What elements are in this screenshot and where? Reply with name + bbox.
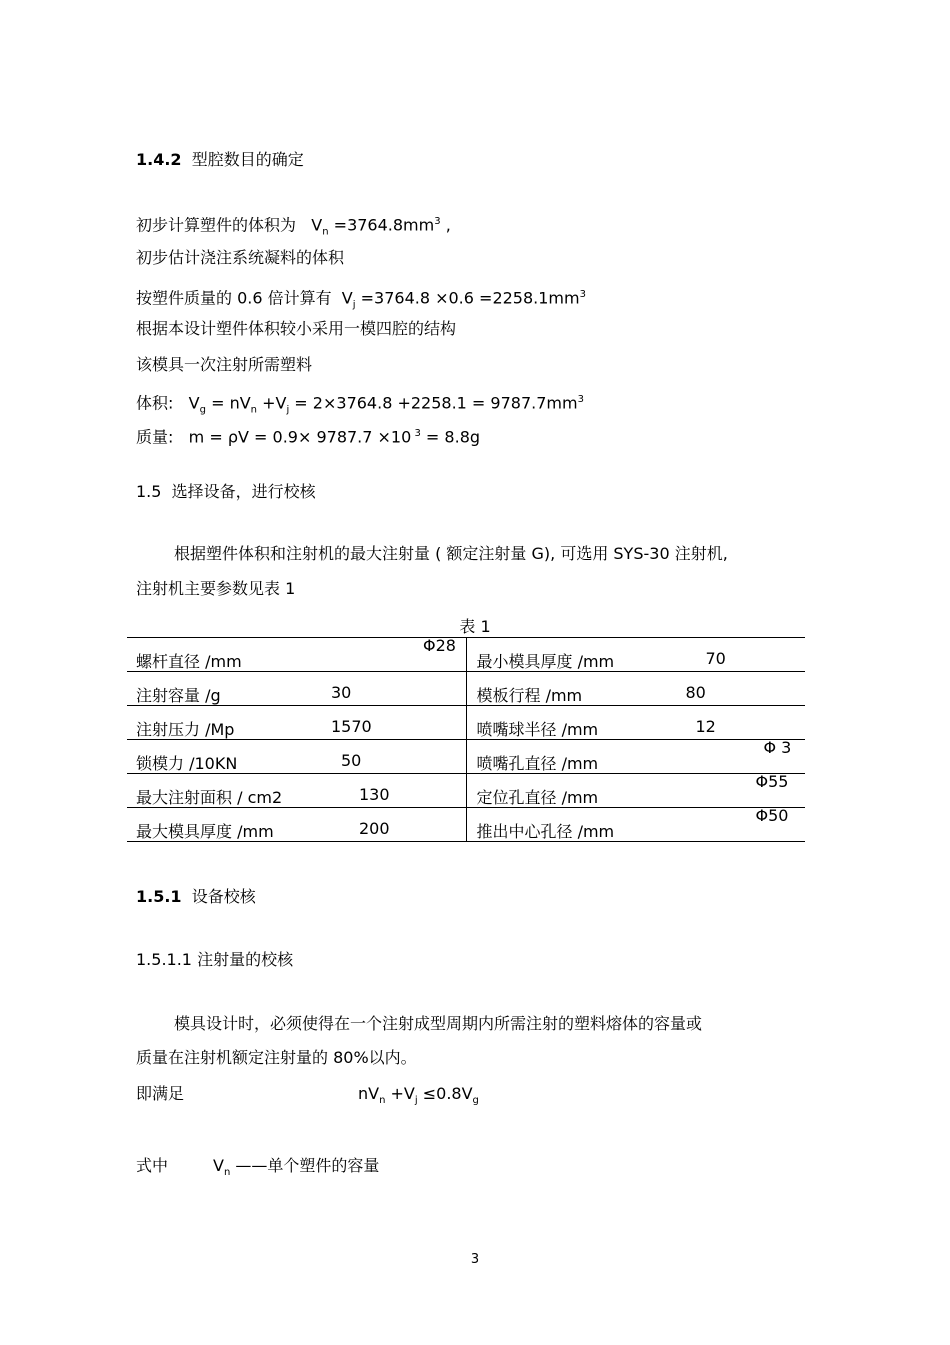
formula-var: V	[341, 288, 353, 308]
formula-part: +V	[257, 393, 287, 413]
formula-var: nV	[358, 1084, 380, 1103]
table-row	[127, 672, 805, 706]
formula-sup: 3	[579, 289, 586, 300]
formula-rest: = 2×3764.8 +2258.1 = 9787.7mm	[289, 393, 578, 413]
param-label: 注射压力 /Mp	[136, 720, 235, 739]
param-label: 最小模具厚度 /mm	[476, 652, 615, 671]
formula-sub: g	[472, 1095, 479, 1107]
condition-line	[136, 1083, 479, 1107]
param-label: 最大模具厚度 /mm	[136, 822, 274, 841]
where-formula	[213, 1155, 379, 1184]
table-cell	[467, 774, 805, 808]
formula-sub: n	[250, 404, 257, 416]
where-line	[136, 1155, 380, 1179]
formula-rest: =3764.8mm	[328, 215, 435, 235]
calc-line-3	[136, 284, 586, 317]
formula-rest: m = ρV = 0.9× 9787.7 ×10	[188, 427, 412, 447]
where-label: 式中	[136, 1156, 169, 1175]
param-label: 模板行程 /mm	[476, 686, 583, 705]
formula-sub: n	[379, 1095, 386, 1107]
table-cell	[127, 672, 467, 706]
calc-text: 按塑件质量的 0.6 倍计算有	[136, 288, 332, 308]
table-row	[127, 774, 805, 808]
formula-sub: j	[414, 1095, 418, 1107]
section-number: 1.5.1	[136, 887, 182, 906]
formula-sup: 3	[577, 394, 584, 405]
paragraph-line: 质量在注射机额定注射量的 80%以内。	[136, 1048, 417, 1067]
param-value: Φ28	[423, 636, 456, 655]
param-label: 喷嘴孔直径 /mm	[476, 754, 599, 773]
formula-sub: j	[286, 404, 290, 416]
param-label: 锁模力 /10KN	[136, 754, 238, 773]
formula-part: = nV	[205, 393, 251, 413]
table-cell	[467, 740, 805, 774]
formula-sup: 3	[411, 428, 421, 439]
formula-sub: g	[199, 404, 206, 416]
param-label: 螺杆直径 /mm	[136, 652, 242, 671]
param-label: 定位孔直径 /mm	[476, 788, 599, 807]
calc-line-volume	[136, 389, 584, 422]
param-value: Φ 3	[763, 738, 792, 757]
param-value: Φ55	[755, 772, 789, 791]
formula-sub: j	[352, 299, 356, 311]
table-cell	[127, 740, 467, 774]
table-row	[127, 740, 805, 774]
formula-var: V	[188, 393, 200, 413]
param-value: Φ50	[755, 806, 789, 825]
table-cell	[467, 638, 805, 672]
calc-line-2: 初步估计浇注系统凝料的体积	[136, 248, 345, 267]
param-label: 喷嘴球半径 /mm	[476, 720, 599, 739]
calc-line-4: 根据本设计塑件体积较小采用一模四腔的结构	[136, 319, 457, 338]
table-cell	[467, 706, 805, 740]
param-value: 50	[341, 751, 362, 770]
param-value: 70	[705, 649, 726, 668]
formula-rest: =3764.8 ×0.6 =2258.1mm	[355, 288, 580, 308]
calc-label: 体积:	[136, 393, 174, 413]
formula-sub: n	[322, 226, 329, 238]
formula-end: = 8.8g	[420, 427, 481, 447]
paragraph-line: 注射机主要参数见表 1	[136, 579, 296, 598]
param-label: 注射容量 /g	[136, 686, 221, 705]
table-cell	[127, 808, 467, 842]
section-heading-1-5	[136, 481, 316, 503]
section-title: 选择设备，进行校核	[171, 482, 316, 501]
where-description: ——单个塑件的容量	[230, 1156, 380, 1175]
section-number: 1.4.2	[136, 150, 182, 169]
formula-part: +V	[385, 1084, 415, 1103]
table-cell	[467, 808, 805, 842]
table-cell	[127, 706, 467, 740]
paragraph-line: 模具设计时，必须使得在一个注射成型周期内所需注射的塑料熔体的容量或	[174, 1014, 703, 1033]
table-cell	[467, 672, 805, 706]
condition-label: 即满足	[136, 1084, 185, 1103]
calc-line-1	[136, 211, 451, 244]
condition-formula	[358, 1083, 479, 1112]
param-value: 12	[695, 717, 716, 736]
paragraph-line: 根据塑件体积和注射机的最大注射量 ( 额定注射量 G), 可选用 SYS-30 注射机,	[174, 544, 728, 563]
calc-line-5: 该模具一次注射所需塑料	[136, 355, 313, 374]
table-row	[127, 706, 805, 740]
formula-part: ≤0.8V	[417, 1084, 473, 1103]
param-value: 200	[359, 819, 390, 838]
formula-sub: n	[223, 1167, 231, 1179]
section-heading-1-5-1	[136, 886, 256, 908]
section-heading-1-5-1-1: 1.5.1.1 注射量的校核	[136, 950, 294, 969]
table-row	[127, 638, 805, 672]
calc-text: 初步计算塑件的体积为	[136, 215, 297, 235]
formula-var: V	[213, 1156, 224, 1175]
table-cell	[127, 774, 467, 808]
param-value: 80	[685, 683, 706, 702]
param-value: 1570	[331, 717, 372, 736]
formula-end: ,	[440, 215, 451, 235]
section-heading-1-4-2	[136, 149, 304, 171]
param-value: 130	[359, 785, 390, 804]
calc-line-mass	[136, 423, 480, 448]
param-label: 推出中心孔径 /mm	[476, 822, 615, 841]
section-number: 1.5	[136, 482, 162, 501]
table-row	[127, 808, 805, 842]
formula-var: V	[311, 215, 323, 235]
page-number: 3	[470, 1252, 480, 1267]
section-title: 设备校核	[191, 887, 256, 906]
param-label: 最大注射面积 / cm2	[136, 788, 283, 807]
table-caption: 表 1	[459, 617, 491, 636]
calc-label: 质量:	[136, 427, 174, 447]
section-title: 型腔数目的确定	[191, 150, 304, 169]
parameter-table	[127, 637, 805, 842]
formula-sup: 3	[434, 216, 441, 227]
param-value: 30	[331, 683, 352, 702]
table-cell	[127, 638, 467, 672]
